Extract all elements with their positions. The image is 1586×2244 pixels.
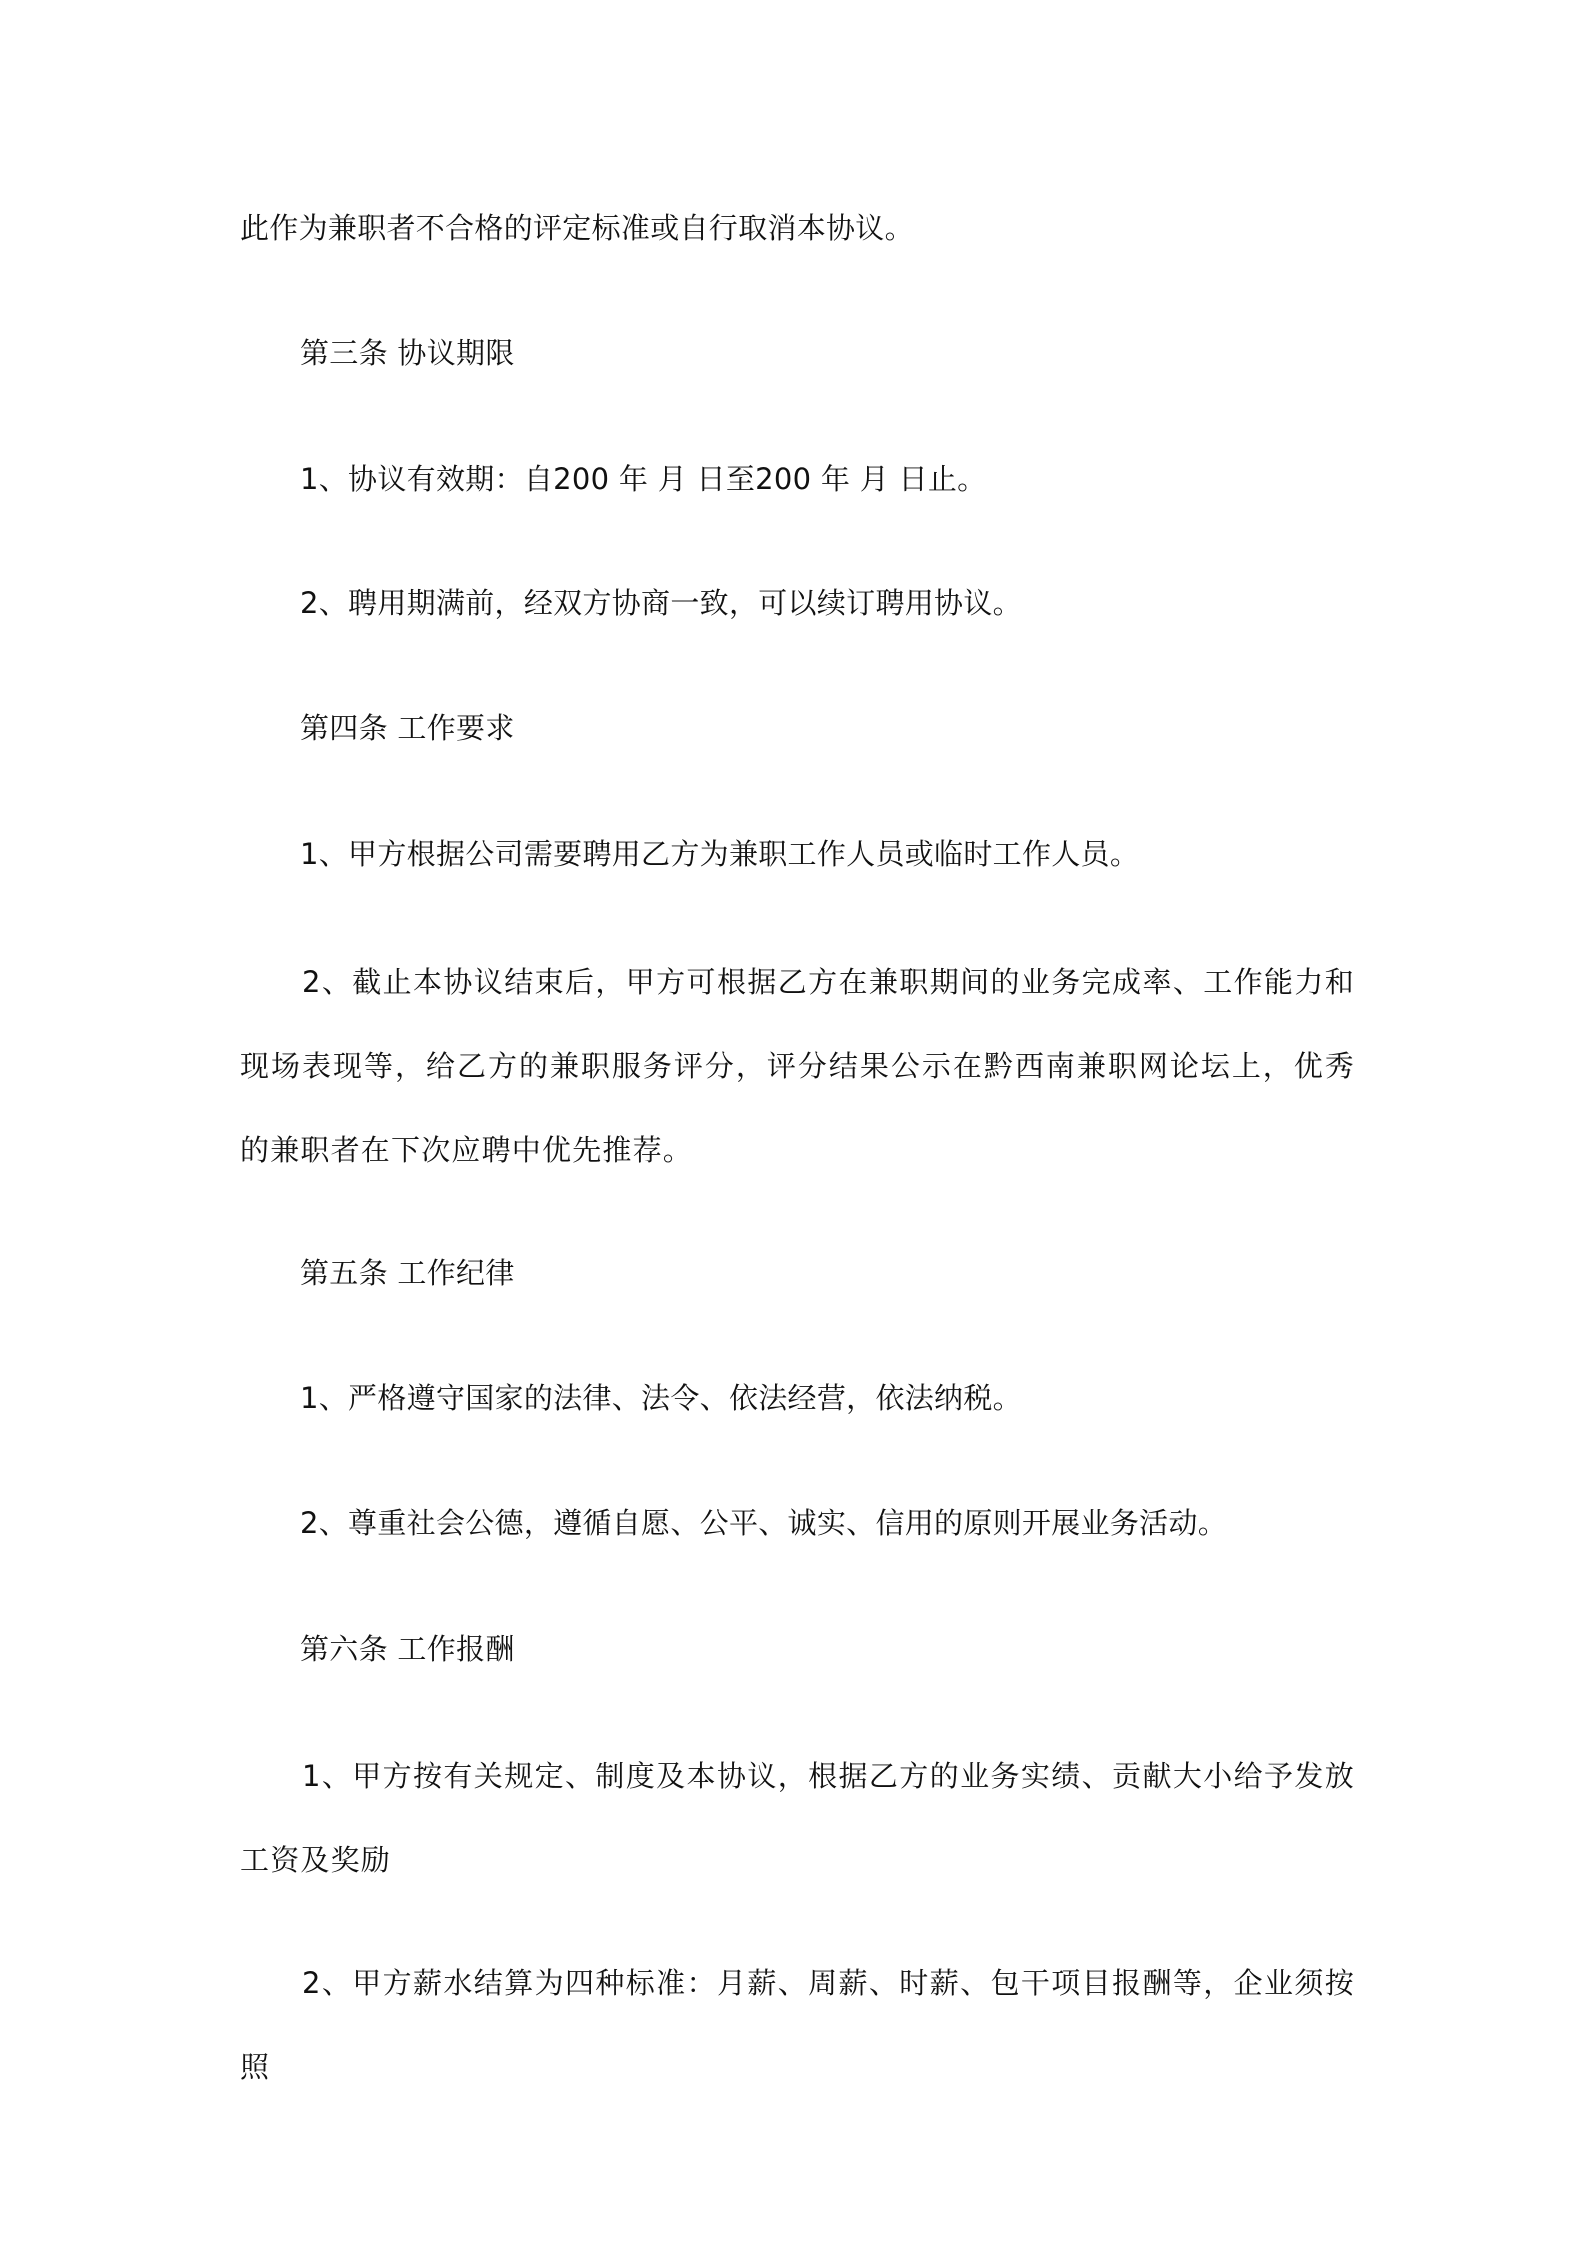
- article-4-heading: 第四条 工作要求: [300, 711, 515, 745]
- article-6-item-1: 1、甲方按有关规定、制度及本协议，根据乙方的业务实绩、贡献大小给予发放工资及奖励: [240, 1759, 1355, 1877]
- article-3-item-2: 2、聘用期满前，经双方协商一致，可以续订聘用协议。: [300, 586, 1022, 620]
- article-5-item-2: 2、尊重社会公德，遵循自愿、公平、诚实、信用的原则开展业务活动。: [300, 1506, 1228, 1540]
- article-6-heading: 第六条 工作报酬: [300, 1632, 515, 1666]
- article-5-heading: 第五条 工作纪律: [300, 1256, 515, 1290]
- article-3-item-1: 1、协议有效期：自200 年 月 日至200 年 月 日止。: [300, 462, 987, 496]
- paragraph-continuation: 此作为兼职者不合格的评定标准或自行取消本协议。: [240, 211, 914, 245]
- article-3-heading: 第三条 协议期限: [300, 336, 515, 370]
- article-4-item-2: 2、截止本协议结束后，甲方可根据乙方在兼职期间的业务完成率、工作能力和现场表现等，给乙方的兼职服务评分，评分结果公示在黔西南兼职网论坛上，优秀的兼职者在下次应聘中优先推荐。: [240, 965, 1355, 1167]
- article-4-item-1: 1、甲方根据公司需要聘用乙方为兼职工作人员或临时工作人员。: [300, 837, 1140, 871]
- article-6-item-2: 2、甲方薪水结算为四种标准：月薪、周薪、时薪、包干项目报酬等，企业须按照: [240, 1966, 1355, 2084]
- article-5-item-1: 1、严格遵守国家的法律、法令、依法经营，依法纳税。: [300, 1381, 1022, 1415]
